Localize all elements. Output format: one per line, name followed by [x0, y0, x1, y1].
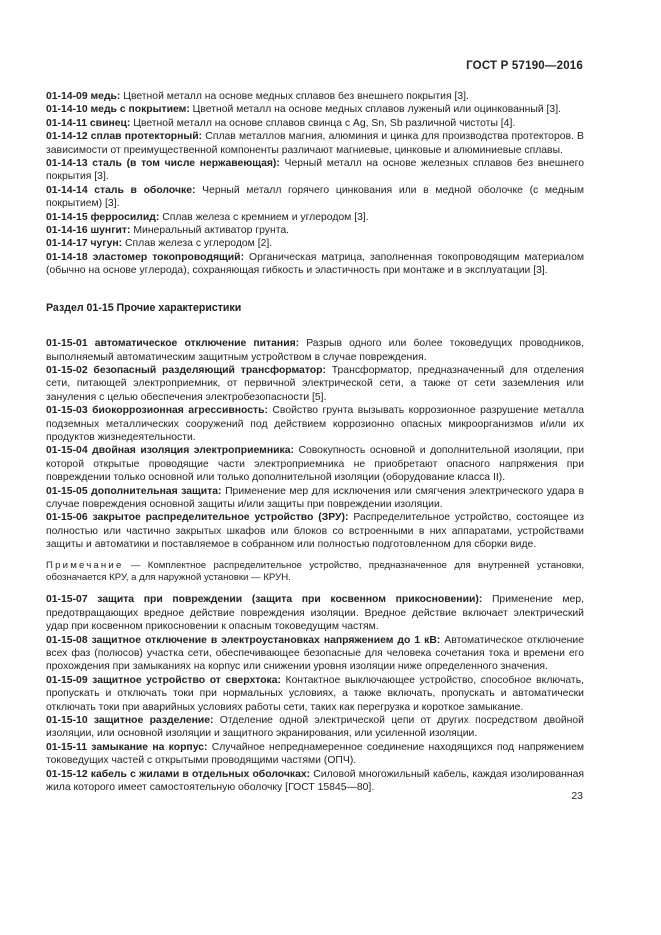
term-heading: 01-14-13 сталь (в том числе нержавеющая): — [46, 158, 280, 170]
term-entry — [46, 237, 584, 250]
term-definition: Черный металл на основе железных сплавов без внешнего покрытия [3]. — [46, 158, 584, 183]
term-heading: 01-14-12 сплав протекторный: — [46, 131, 203, 143]
term-entry — [46, 130, 584, 157]
term-definition: Контактное выключающее устройство, способное включать, пропускать и отключать токи при нормальных условиях, а также включать, пропускать и автоматически отключать токи при аварийных условиях работы сети, таких как перегрузка и короткое замыкание. — [46, 674, 584, 713]
term-entry — [46, 224, 584, 237]
term-heading: 01-14-17 чугун: — [46, 238, 123, 250]
term-heading: 01-15-09 защитное устройство от сверхтока: — [46, 674, 281, 686]
term-heading: 01-15-12 кабель с жилами в отдельных оболочках: — [46, 768, 311, 780]
term-entry — [46, 511, 584, 551]
term-definition: Цветной металл на основе медных сплавов луженый или оцинкованный [3]. — [189, 104, 561, 116]
term-definition: Сплав железа с кремнием и углеродом [3]. — [159, 211, 369, 223]
term-entry — [46, 211, 584, 224]
term-entry — [46, 634, 584, 674]
term-entry — [46, 593, 584, 633]
section-title: Раздел 01-15 Прочие характеристики — [46, 301, 242, 314]
note-text: — Комплектное распределительное устройство, предназначенное для внутренней установки, обозначается КРУ, а для наружной установки — КРУН. — [46, 559, 584, 583]
terms-group-01-15-b — [46, 593, 584, 794]
term-entry — [46, 741, 584, 768]
page-number: 23 — [571, 790, 583, 802]
term-heading: 01-15-02 безопасный разделяющий трансформатор: — [46, 364, 326, 376]
term-heading: 01-15-03 биокоррозионная агрессивность: — [46, 405, 268, 417]
term-heading: 01-15-05 дополнительная защита: — [46, 485, 222, 497]
term-definition: Трансформатор, предназначенный для отделения сети, питающей электроприемник, от первичной электрической сети, а также от сети заземления или зануления с целью обеспечения электробезопасности [5]. — [46, 364, 584, 403]
term-heading: 01-15-01 автоматическое отключение питания: — [46, 338, 300, 350]
term-definition: Минеральный активатор грунта. — [130, 225, 290, 237]
term-heading: 01-15-10 защитное разделение: — [46, 715, 214, 727]
term-heading: 01-15-11 замыкание на корпус: — [46, 741, 208, 753]
term-entry — [46, 485, 584, 512]
term-entry — [46, 674, 584, 714]
standard-header: ГОСТ Р 57190—2016 — [466, 60, 583, 72]
note — [46, 560, 584, 585]
term-definition: Цветной металл на основе сплавов свинца с Ag, Sn, Sb различной чистоты [4]. — [130, 117, 516, 129]
term-definition: Случайное непреднамеренное соединение находящихся под напряжением токоведущих частей с открытыми проводящими частями (ОПЧ). — [46, 741, 584, 767]
term-definition: Сплав металлов магния, алюминия и цинка для производства протекторов. В зависимости от преимущественной компоненты различают магниевые, цинковые и алюминиевые сплавы. — [46, 131, 584, 156]
term-entry — [46, 364, 584, 404]
term-definition: Черный металл горячего цинкования или в медной оболочке (с медным покрытием) [3]. — [46, 184, 584, 210]
term-definition: Разрыв одного или более токоведущих проводников, выполняемый автоматическим защитным устройством в случае повреждения. — [46, 338, 584, 363]
term-heading: 01-14-09 медь: — [46, 91, 121, 102]
term-heading: 01-15-06 закрытое распределительное устройство (ЗРУ): — [46, 512, 349, 524]
term-definition: Свойство грунта вызывать коррозионное разрушение металла подземных металлических сооружений под действием коррозионно опасных микроорганизмов и/или их продуктов жизнедеятельности. — [46, 405, 584, 443]
term-definition: Сплав железа с углеродом [2]. — [122, 238, 273, 250]
term-heading: 01-14-16 шунгит: — [46, 225, 131, 237]
term-entry — [46, 714, 584, 741]
term-definition: Органическая матрица, заполненная токопроводящим материалом (обычно на основе углерода), сохраняющая гибкость и эластичность при монтаже и в эксплуатации [3]. — [46, 251, 584, 277]
term-definition: Автоматическое отключение всех фаз (полюсов) участка сети, обеспечивающее безопасные для человека сочетания тока и времени его прохождения при замыканиях на корпус или снижении уровня изоляции ниже определенного значения. — [46, 634, 584, 673]
term-entry — [46, 404, 584, 444]
term-definition: Применение мер для исключения или смягчения электрического удара в случае повреждения основной защиты и/или защиты при повреждении изоляции. — [46, 485, 585, 510]
term-entry — [46, 337, 584, 364]
term-heading: 01-14-15 ферросилид: — [46, 211, 160, 223]
term-entry — [46, 251, 584, 278]
term-definition: Цветной металл на основе медных сплавов без внешнего покрытия [3]. — [120, 91, 469, 102]
terms-group-01-14 — [46, 90, 584, 278]
term-entry — [46, 184, 584, 211]
term-definition: Распределительное устройство, состоящее из полностью или частично закрытых шкафов или блоков со встроенными в них аппаратами, устройствами защиты и автоматики и поставляемое в собранном или полностью подготовленном для сборки виде. — [46, 512, 584, 551]
term-entry — [46, 444, 584, 484]
note-label: Примечание — [46, 559, 124, 571]
term-definition: Силовой многожильный кабель, каждая изолированная жила которого имеет самостоятельную оболочку [ГОСТ 15845—80]. — [46, 768, 584, 794]
term-definition: Применение мер, предотвращающих вредное действие повреждения изоляции. Вредное действие включает электрический удар при косвенном прикосновении к опасным токоведущим частям. — [46, 594, 584, 633]
term-heading: 01-15-04 двойная изоляция электроприемника: — [46, 445, 294, 457]
term-entry — [46, 117, 584, 130]
term-definition: Отделение одной электрической цепи от других посредством двойной изоляции, или основной изоляции и защитного экранирования, или усиленной изоляции. — [46, 715, 584, 740]
term-entry — [46, 90, 584, 103]
document-body — [46, 90, 584, 795]
term-heading: 01-15-07 защита при повреждении (защита при косвенном прикосновении): — [46, 594, 483, 606]
term-heading: 01-15-08 защитное отключение в электроустановках напряжением до 1 кВ: — [46, 634, 441, 646]
term-entry — [46, 768, 584, 795]
term-entry — [46, 157, 584, 184]
term-heading: 01-14-18 эластомер токопроводящий: — [46, 251, 245, 263]
term-heading: 01-14-14 сталь в оболочке: — [46, 184, 196, 196]
term-definition: Совокупность основной и дополнительной изоляции, при которой открытые проводящие части электроприемника не приобретают опасного напряжения при повреждении только основной или только дополнительной изоляции (оборудование класса II). — [46, 445, 585, 484]
term-heading: 01-14-11 свинец: — [46, 117, 131, 129]
terms-group-01-15-a — [46, 337, 584, 552]
term-heading: 01-14-10 медь с покрытием: — [46, 104, 190, 116]
term-entry — [46, 103, 584, 116]
